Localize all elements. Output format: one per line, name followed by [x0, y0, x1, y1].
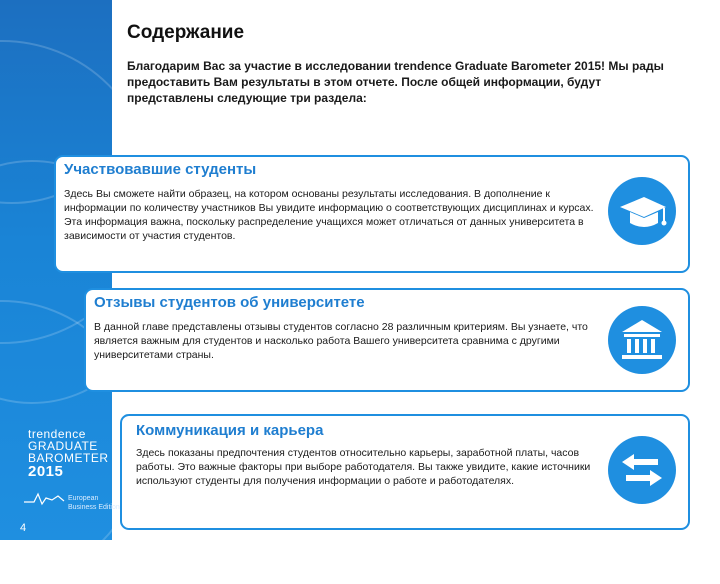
- section-text-communication-career: Здесь показаны предпочтения студентов относительно карьеры, заработной платы, часов работы. Это важные факторы при выборе работодателя. Вы также увидите, какие источники используют студенты для получения информации о работе и работодателях.: [136, 447, 591, 487]
- section-text-students: Здесь Вы сможете найти образец, на котором основаны результаты исследования. В дополнение к информации по количеству участников Вы увидите информацию о соответствующих дисциплинах и курсах. Эта информация важна, поскольку распределение учащихся может отличаться от данных университета в зависимости от участия студентов.: [64, 188, 594, 242]
- logo-subtitle: European Business Edition: [68, 495, 120, 511]
- logo-line-barometer: BAROMETER: [28, 451, 109, 465]
- section-card-university-reviews: [84, 288, 690, 392]
- section-title-students: Участвовавшие студенты: [64, 161, 257, 178]
- section-card-communication-career: [120, 414, 690, 530]
- page-title: Содержание: [127, 22, 245, 43]
- section-title-communication-career: Коммуникация и карьера: [136, 422, 324, 439]
- university-building-icon: [608, 306, 676, 374]
- intro-text: Благодарим Вас за участие в исследовании trendence Graduate Barometer 2015! Мы рады предоставить Вам результаты в этом отчете. После общей информации, будут представлены следующие три раздела:: [127, 59, 664, 105]
- exchange-arrows-icon: [608, 436, 676, 504]
- graduate-barometer-logo: [28, 427, 120, 511]
- section-text-university-reviews: В данной главе представлены отзывы студентов согласно 28 различным критериям. Вы узнаете, что является важным для студентов и насколько работа Вашего университета сравнима с другими университетами страны.: [94, 321, 588, 361]
- logo-line-trendence: trendence: [28, 427, 86, 441]
- slide-number: 4: [20, 522, 27, 534]
- logo-line-graduate: GRADUATE: [28, 439, 98, 453]
- logo-year: 2015: [28, 463, 64, 480]
- graduation-cap-icon: [608, 177, 676, 245]
- section-title-university-reviews: Отзывы студентов об университете: [94, 294, 365, 311]
- section-card-students: [54, 155, 690, 273]
